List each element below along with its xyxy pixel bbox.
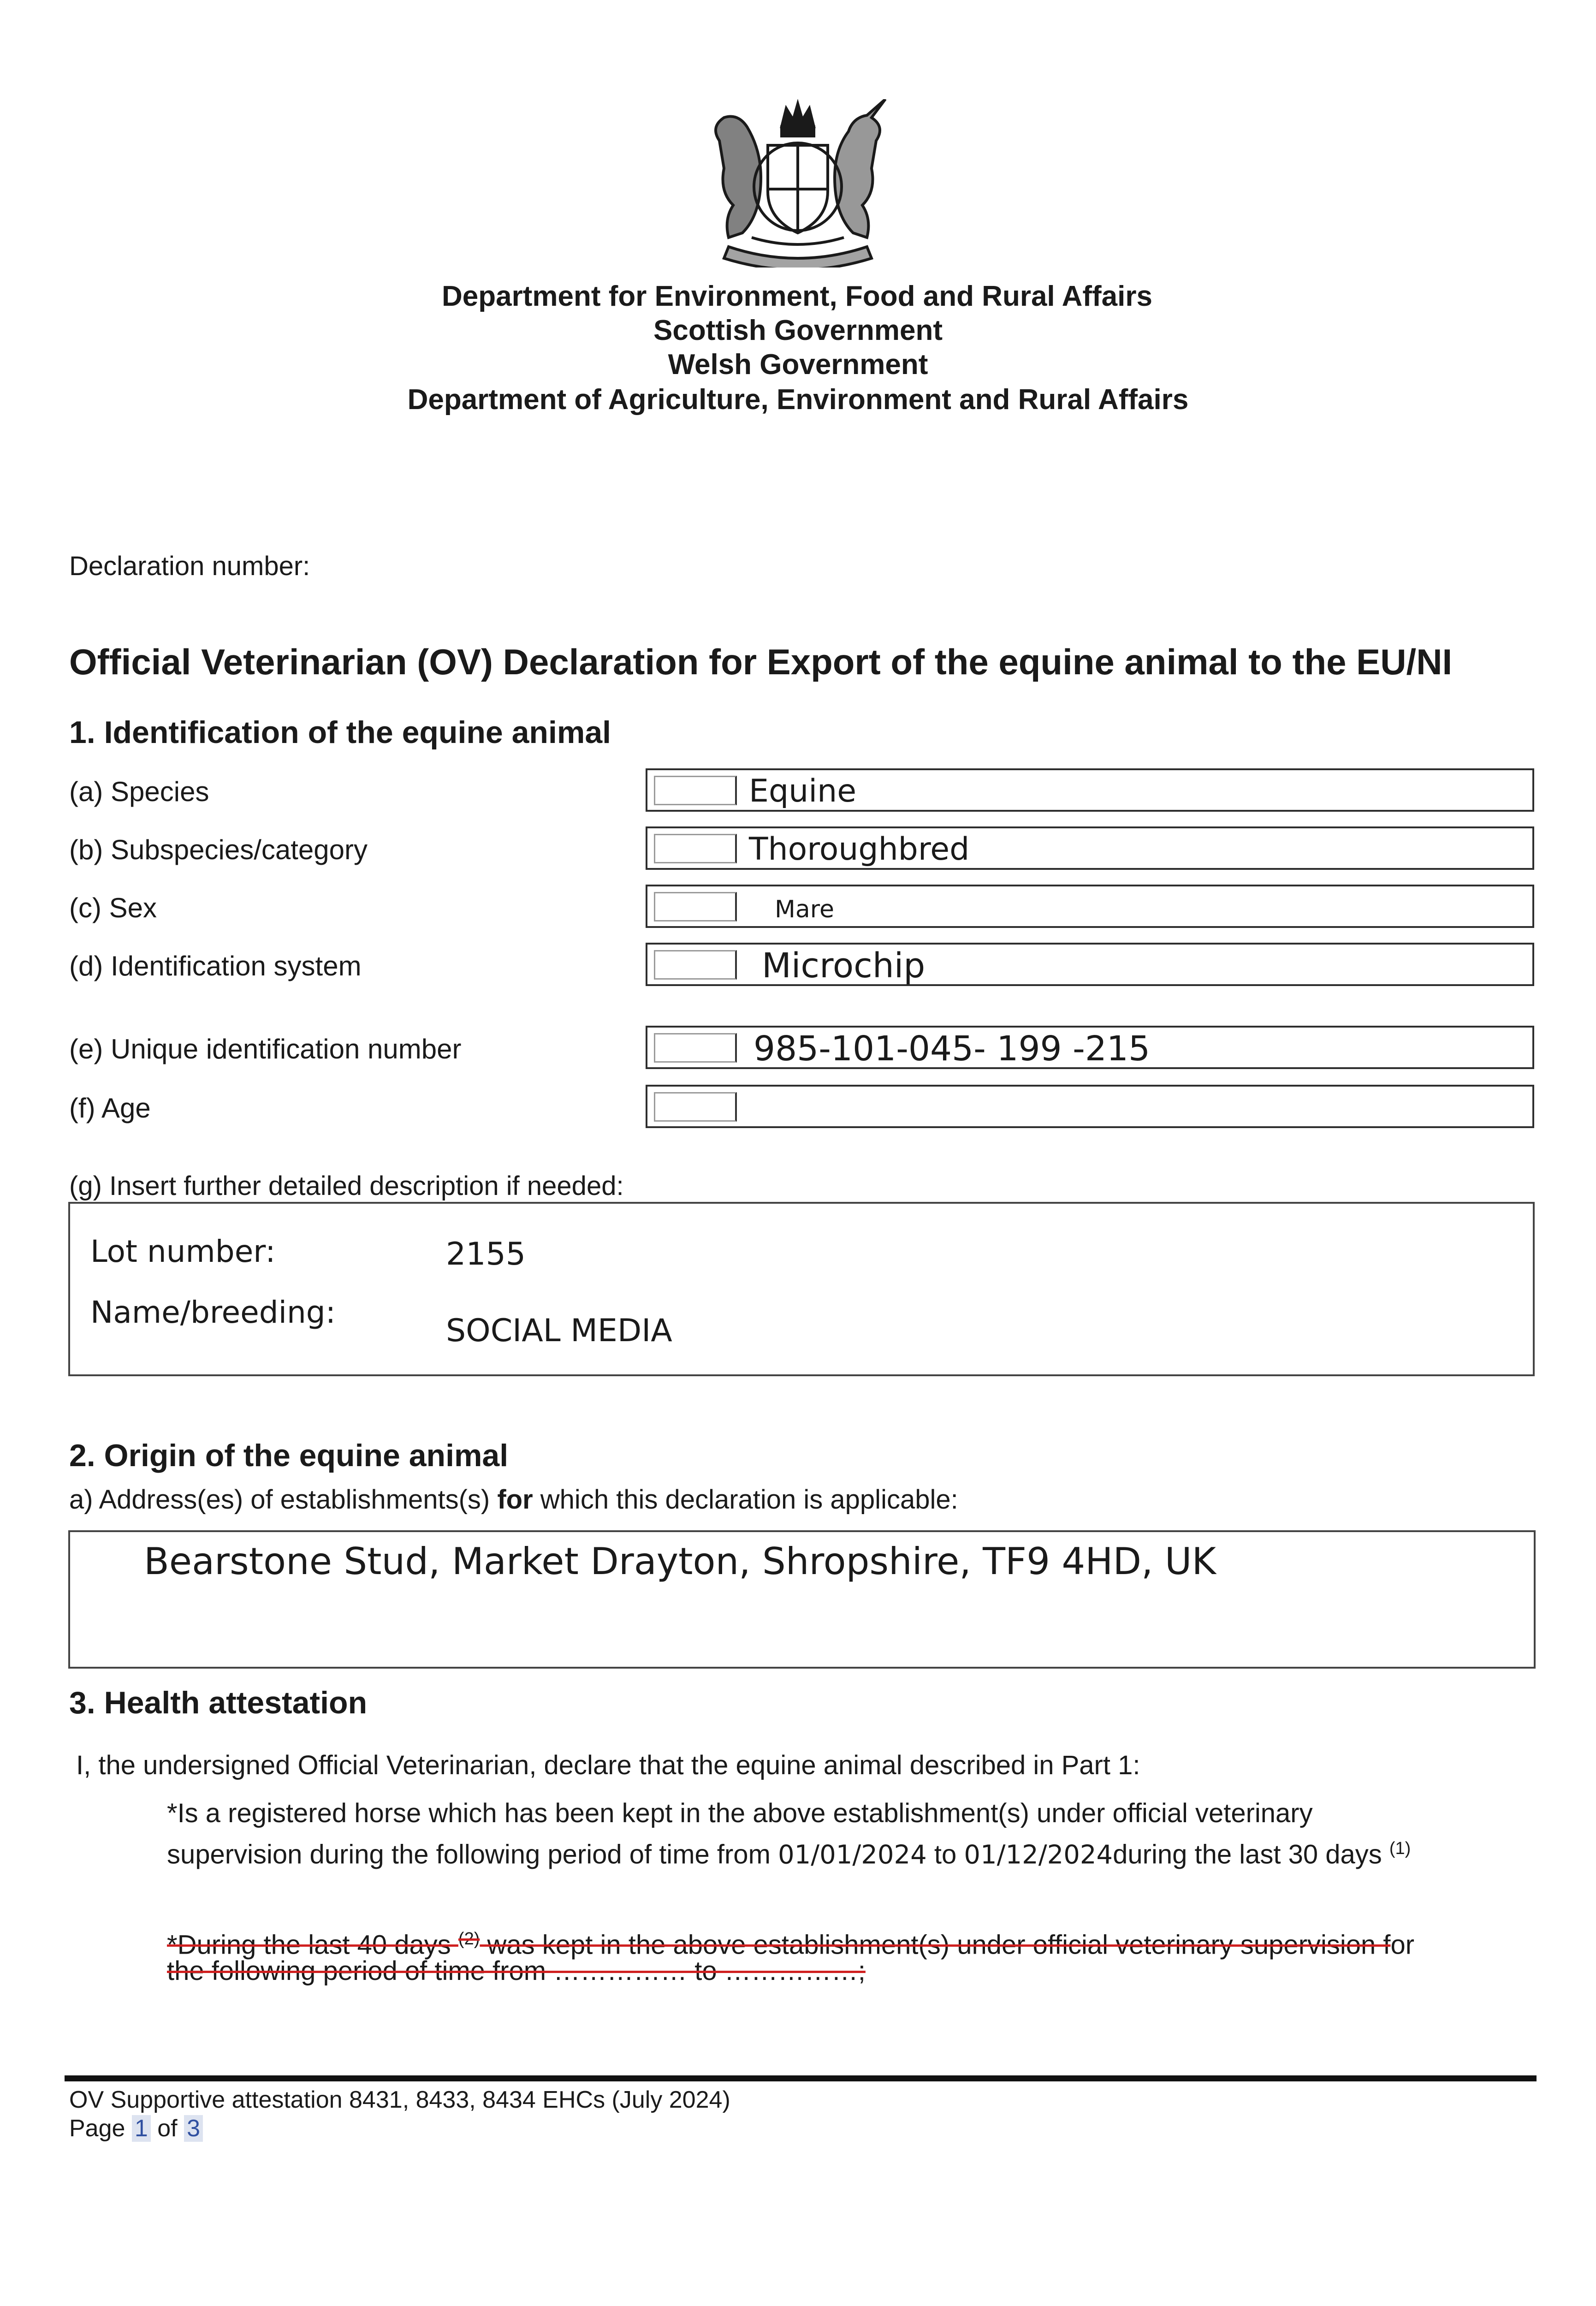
department-name-1: Department for Environment, Food and Rural Affairs (442, 280, 1152, 312)
age-label: (f) Age (69, 1093, 151, 1123)
para1-line2-pre: supervision during the following period of time from (167, 1839, 778, 1870)
period-to-date: 01/12/2024 (964, 1840, 1113, 1870)
age-code-cell (654, 1092, 737, 1122)
page-current: 1 (132, 2115, 151, 2142)
unique-id-code-cell (654, 1033, 737, 1063)
address-label-post: which this declaration is applicable: (533, 1485, 958, 1515)
unique-id-label: (e) Unique identification number (69, 1034, 462, 1064)
attestation-para2-line2 (167, 1955, 866, 1988)
para2-struck-b: was kept in the above establishment(s) under official veterinary supervision f (480, 1930, 1391, 1960)
subspecies-value: Thoroughbred (749, 831, 970, 868)
sex-code-cell (654, 892, 737, 921)
department-name-4: Department of Agriculture, Environment and Rural Affairs (407, 384, 1189, 416)
unique-id-value: 985-101-045- 199 -215 (754, 1029, 1151, 1069)
department-name-3: Welsh Government (668, 349, 928, 380)
footnote-ref-1: (1) (1389, 1839, 1411, 1858)
further-description-box[interactable] (68, 1202, 1535, 1376)
address-label-bold: for (497, 1485, 533, 1515)
page-of: of (150, 2115, 184, 2142)
footer-attestation-ref: OV Supportive attestation 8431, 8433, 8434 EHCs (July 2024) (69, 2086, 730, 2113)
lot-number-value: 2155 (446, 1236, 526, 1272)
sex-field[interactable] (646, 885, 1534, 928)
subspecies-code-cell (654, 834, 737, 863)
para1-line2-post: during the last 30 days (1113, 1839, 1389, 1870)
unique-id-field[interactable] (646, 1026, 1534, 1069)
health-attestation-intro: I, the undersigned Official Veterinarian, declare that the equine animal described in Part 1: (76, 1750, 1140, 1780)
address-label-pre: a) Address(es) of establishments(s) (69, 1485, 498, 1515)
species-label: (a) Species (69, 776, 209, 807)
section-2-heading: 2. Origin of the equine animal (69, 1438, 509, 1473)
address-value: Bearstone Stud, Market Drayton, Shropshire, TF9 4HD, UK (144, 1540, 1216, 1583)
period-from-date: 01/01/2024 (778, 1840, 927, 1870)
age-field[interactable] (646, 1085, 1534, 1128)
declaration-number-label: Declaration number: (69, 551, 310, 581)
subspecies-field[interactable] (646, 826, 1534, 870)
species-code-cell (654, 776, 737, 805)
further-description-label: (g) Insert further detailed description if needed: (69, 1171, 624, 1201)
name-breeding-label: Name/breeding: (90, 1295, 336, 1330)
species-field[interactable] (646, 768, 1534, 812)
para2-struck-a: *During the last 40 days (167, 1930, 458, 1960)
para2-unstruck: or (1390, 1930, 1415, 1960)
address-box[interactable] (68, 1530, 1536, 1669)
footnote-ref-2: (2) (458, 1929, 480, 1949)
footer-rule (65, 2075, 1537, 2081)
subspecies-label: (b) Subspecies/category (69, 834, 368, 865)
identification-system-label: (d) Identification system (69, 951, 362, 981)
species-value: Equine (749, 773, 857, 809)
name-breeding-value: SOCIAL MEDIA (446, 1313, 672, 1349)
sex-label: (c) Sex (69, 892, 157, 923)
para2-struck-line2: the following period of time from …………… to ……………; (167, 1956, 866, 1986)
attestation-para1-line2 (167, 1832, 1411, 1872)
section-1-heading: 1. Identification of the equine animal (69, 715, 611, 750)
identification-system-value: Microchip (762, 946, 926, 986)
identification-system-code-cell (654, 950, 737, 980)
identification-system-field[interactable] (646, 943, 1534, 986)
sex-value: Mare (775, 896, 834, 923)
attestation-para1-line1: *Is a registered horse which has been kept in the above establishment(s) under official veterinary (167, 1798, 1313, 1828)
page-word: Page (69, 2115, 132, 2142)
department-name-2: Scottish Government (653, 315, 943, 346)
royal-crest-logo (692, 99, 904, 267)
page-total: 3 (184, 2115, 203, 2142)
address-label (69, 1483, 958, 1516)
document-title: Official Veterinarian (OV) Declaration for Export of the equine animal to the EU/NI (69, 642, 1453, 682)
lot-number-label: Lot number: (90, 1234, 276, 1269)
section-3-heading: 3. Health attestation (69, 1685, 368, 1720)
para1-to-word: to (926, 1839, 964, 1870)
page-counter (69, 2114, 203, 2143)
